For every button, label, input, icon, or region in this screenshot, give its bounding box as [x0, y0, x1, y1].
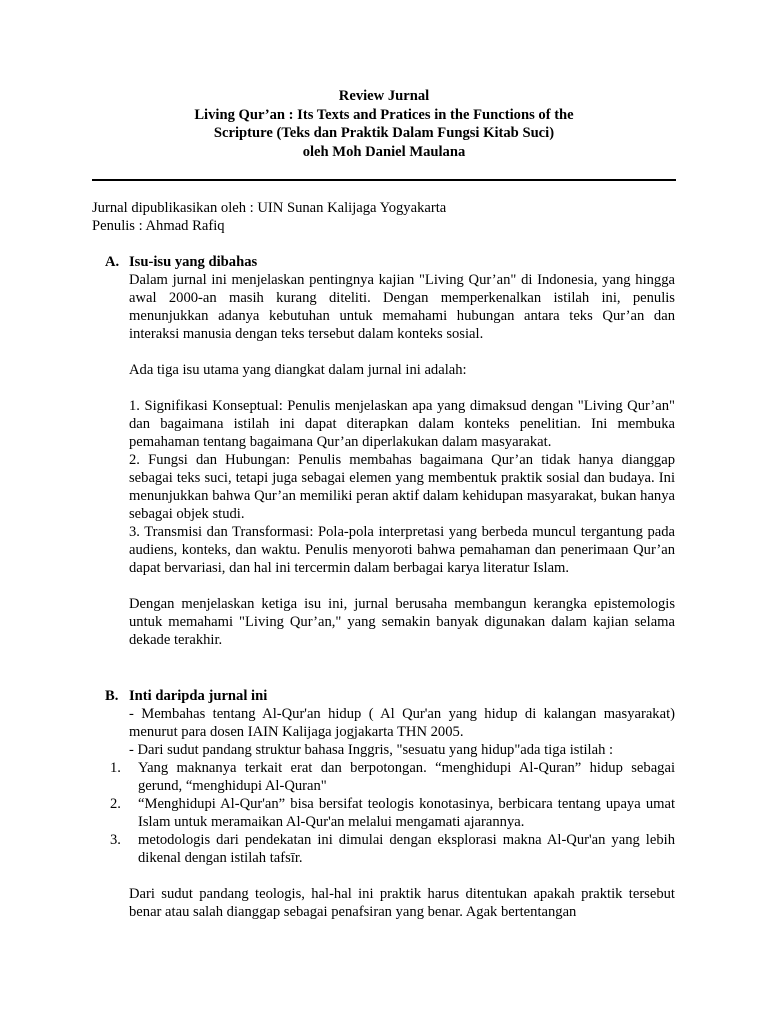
- title-line-reviewer: oleh Moh Daniel Maulana: [302, 143, 466, 160]
- list-item-number: 1.: [110, 760, 121, 776]
- title-line-journal: Living Qur’an : Its Texts and Pratices in the Functions of the: [194, 106, 574, 123]
- publisher-line: Jurnal dipublikasikan oleh : UIN Sunan Kalijaga Yogyakarta: [92, 200, 447, 216]
- list-item-number: 3.: [110, 832, 121, 848]
- list-item: [110, 759, 675, 795]
- section-a-body: [129, 271, 675, 649]
- horizontal-divider: [92, 179, 676, 181]
- section-b-letter: B.: [105, 688, 119, 704]
- section-a-letter: A.: [105, 254, 120, 270]
- section-b-numbered-list: [110, 759, 675, 867]
- section-b-closing: Dari sudut pandang teologis, hal-hal ini praktik harus ditentukan apakah praktik tersebut benar atau salah dianggap sebagai penafsiran yang benar. Agak bertentangan: [129, 886, 675, 920]
- section-a-intro: Dalam jurnal ini menjelaskan pentingnya kajian "Living Qur’an" di Indonesia, yang hingga awal 2000-an masih kurang diteliti. Dengan memperkenalkan istilah ini, penulis menunjukkan adanya kebutuhan untuk memahami hubungan antara teks Qur’an dan interaksi manusia dengan teks tersebut dalam konteks sosial.: [129, 272, 675, 342]
- list-item-text: metodologis dari pendekatan ini dimulai dengan eksplorasi makna Al-Qur'an yang lebih dikenal dengan istilah tafsīr.: [138, 832, 675, 866]
- section-a-lead: Ada tiga isu utama yang diangkat dalam jurnal ini adalah:: [129, 362, 467, 378]
- title-line-review: Review Jurnal: [338, 88, 430, 104]
- section-a-heading: [105, 253, 257, 271]
- section-b-dash-1: - Membahas tentang Al-Qur'an hidup ( Al Qur'an yang hidup di kalangan masyarakat) menurut para dosen IAIN Kalijaga jogjakarta THN 2005.: [129, 706, 675, 740]
- list-item: [110, 795, 675, 831]
- section-b-title: Inti daripda jurnal ini: [129, 688, 268, 704]
- section-b-dash-2: - Dari sudut pandang struktur bahasa Inggris, "sesuatu yang hidup"ada tiga istilah :: [129, 742, 614, 758]
- issue-point-2: 2. Fungsi dan Hubungan: Penulis membahas bagaimana Qur’an tidak hanya dianggap sebagai teks suci, tetapi juga sebagai elemen yang membentuk praktik sosial dan budaya. Ini menunjukkan bahwa Qur’an memiliki peran aktif dalam kehidupan masyarakat, bukan hanya sebagai objek studi.: [129, 452, 675, 522]
- section-b-heading: [105, 687, 267, 705]
- list-item-number: 2.: [110, 796, 121, 812]
- author-line: Penulis : Ahmad Rafiq: [92, 218, 225, 234]
- section-a-title: Isu-isu yang dibahas: [129, 254, 258, 270]
- section-b-closing-block: [129, 885, 675, 921]
- list-item: [110, 831, 675, 867]
- title-line-subtitle: Scripture (Teks dan Praktik Dalam Fungsi Kitab Suci): [213, 125, 555, 141]
- journal-meta: [92, 199, 676, 235]
- list-item-text: Yang maknanya terkait erat dan berpotongan. “menghidupi Al-Quran” hidup sebagai gerund, “menghidupi Al-Quran": [138, 760, 675, 794]
- section-b-dashes: [129, 705, 675, 759]
- issue-point-3: 3. Transmisi dan Transformasi: Pola-pola interpretasi yang berbeda muncul tergantung pada audiens, konteks, dan waktu. Penulis menyoroti bahwa pemahaman dan penerimaan Qur’an dapat bervariasi, dan hal ini tercermin dalam berbagai karya literatur Islam.: [129, 524, 675, 576]
- issue-point-1: 1. Signifikasi Konseptual: Penulis menjelaskan apa yang dimaksud dengan "Living Qur’an" dan bagaimana istilah ini dapat diterapkan dalam konteks penelitian. Ini membuka pemahaman tentang bagaimana Qur’an diperlakukan dalam masyarakat.: [129, 398, 675, 450]
- list-item-text: “Menghidupi Al-Qur'an” bisa bersifat teologis konotasinya, berbicara tentang upaya umat Islam untuk meramaikan Al-Qur'an melalui mengamati ajarannya.: [138, 796, 675, 830]
- document-title: [90, 87, 678, 161]
- section-a-closing: Dengan menjelaskan ketiga isu ini, jurnal berusaha membangun kerangka epistemologis untuk memahami "Living Qur’an," yang semakin banyak digunakan dalam kajian selama dekade terakhir.: [129, 596, 675, 648]
